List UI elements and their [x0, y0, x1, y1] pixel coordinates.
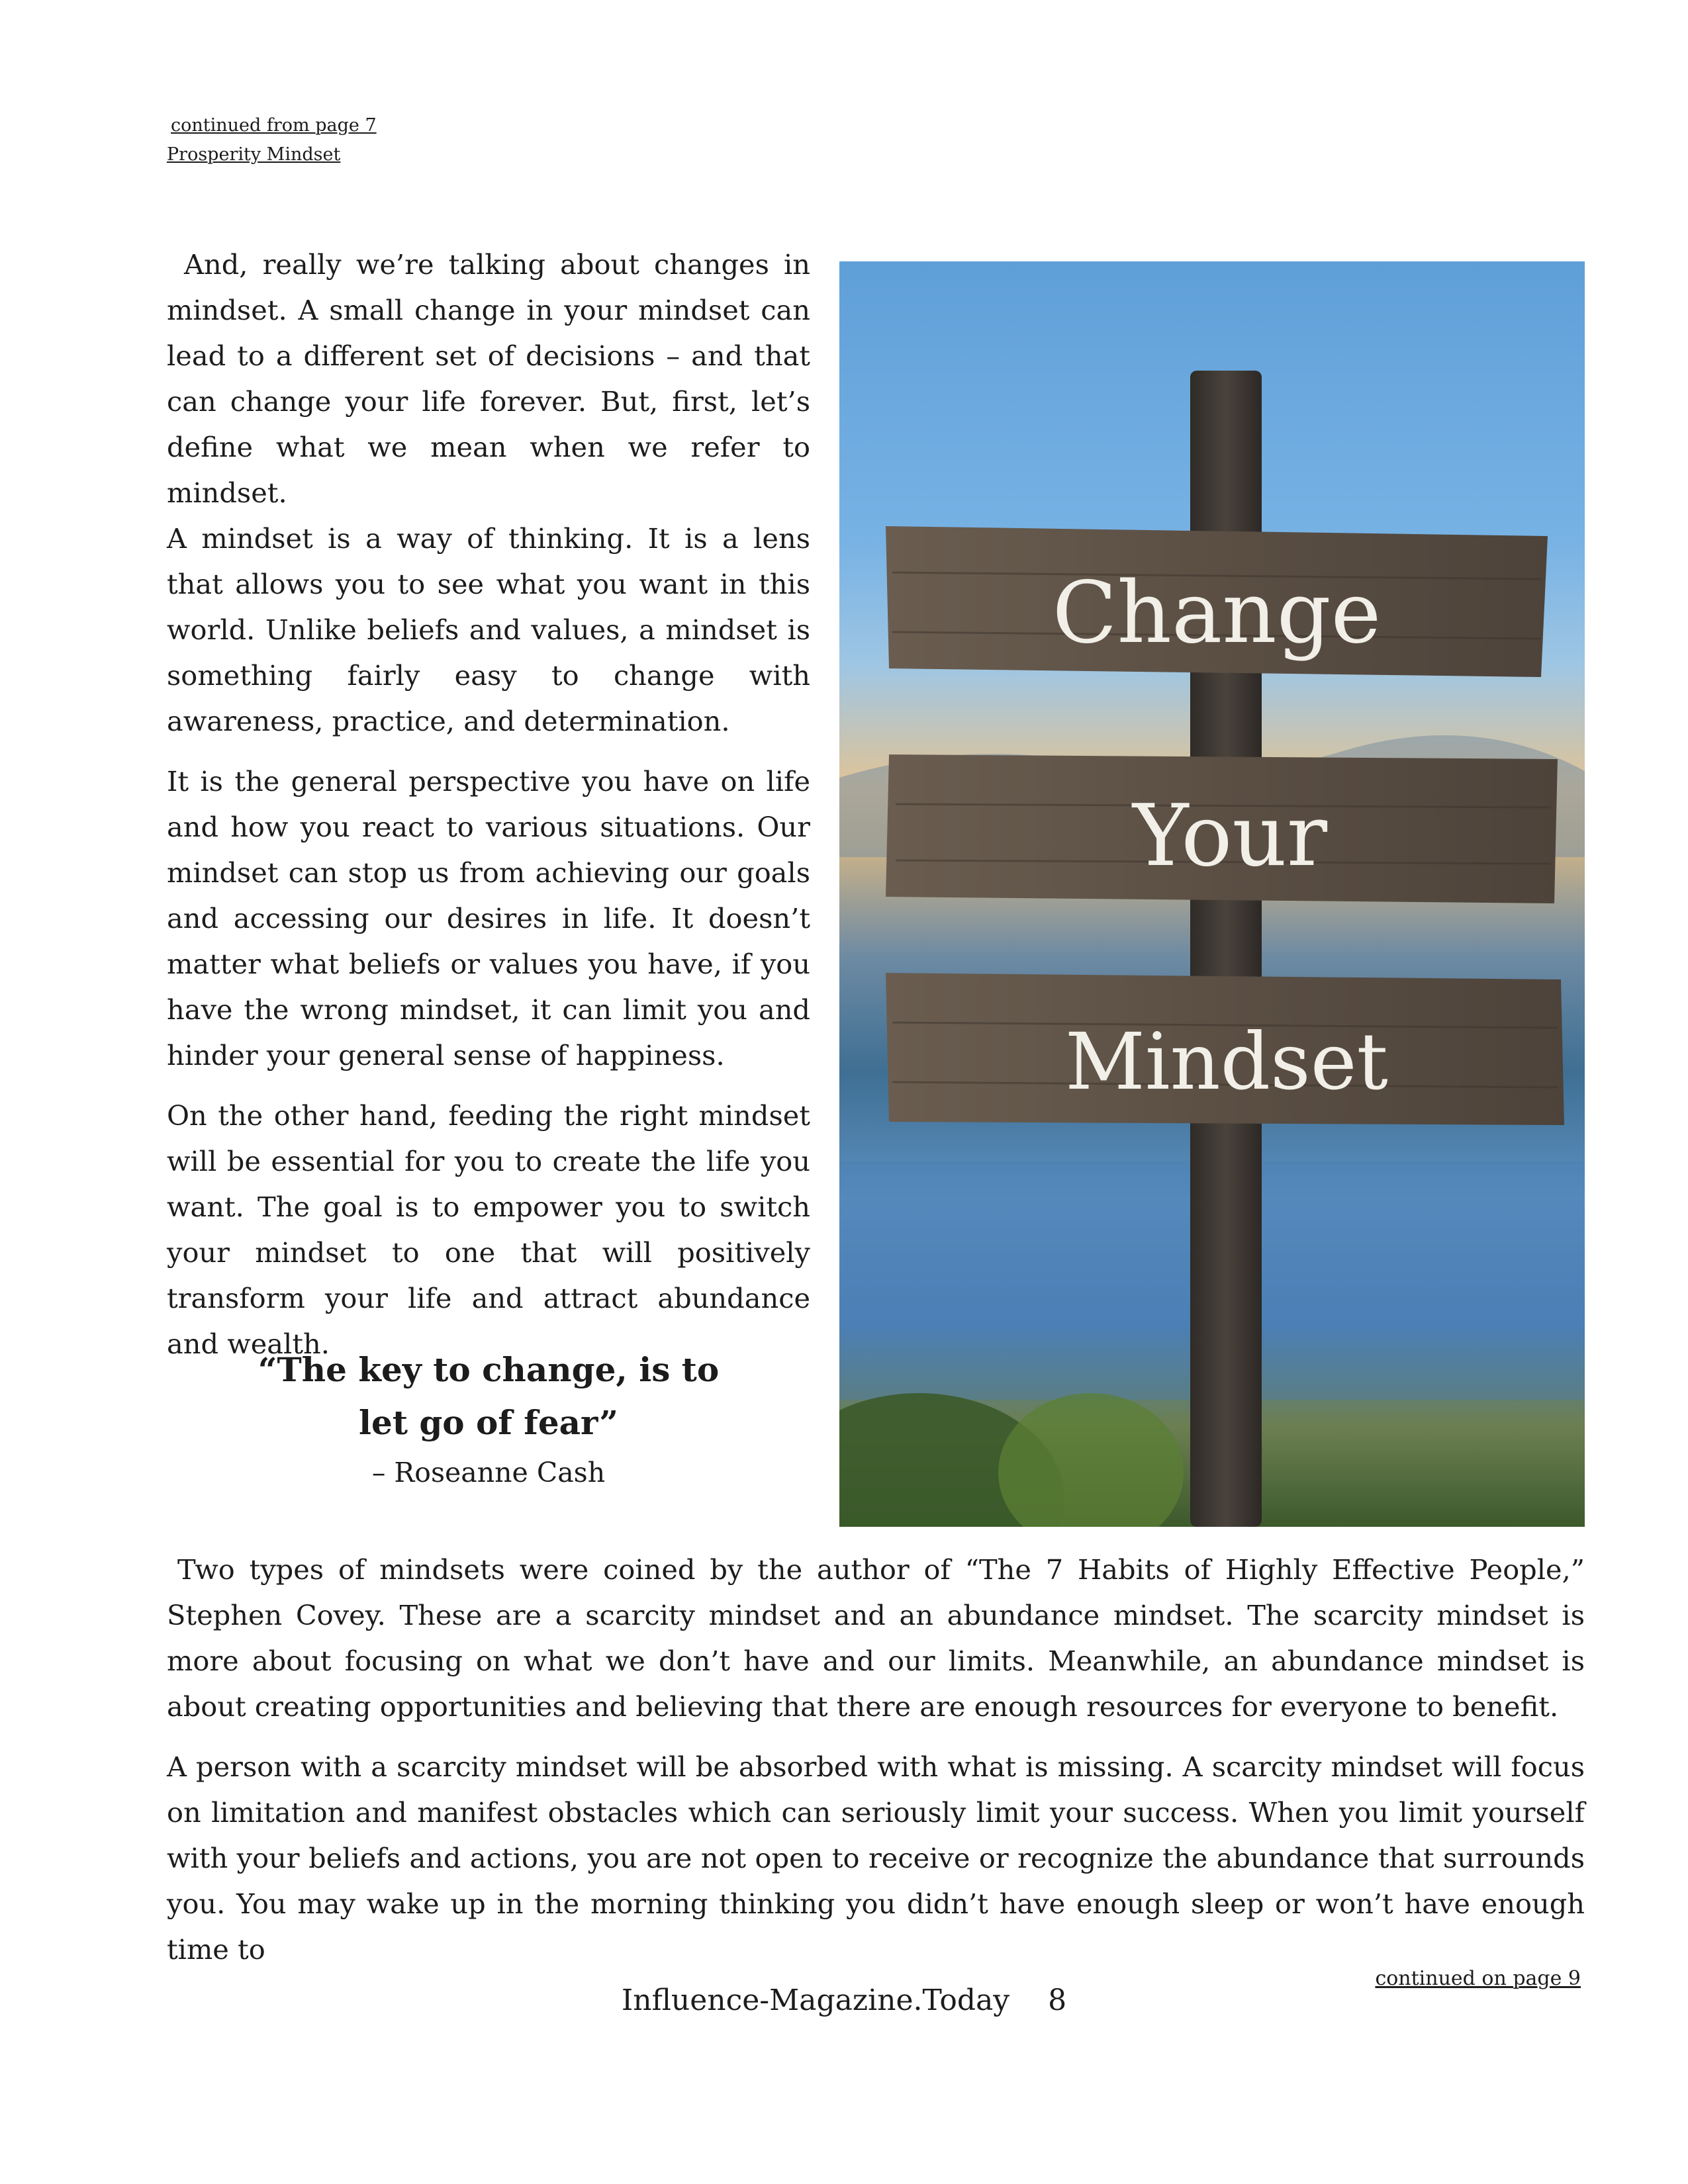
sign-board-1	[886, 526, 1548, 677]
signpost-image	[839, 261, 1585, 1527]
paragraph: And, really we’re talking about changes in mindset. A small change in your mindset can lead to a different set of decisions – and that can change your life forever. But, first, let’s define what we mean when we refer to mindset.	[167, 248, 810, 509]
sign-word-3: Mindset	[1065, 1016, 1388, 1107]
full-width-text	[167, 1547, 1585, 1987]
sign-board-2	[886, 754, 1558, 903]
quote-line-1: “The key to change, is to	[258, 1350, 720, 1389]
sign-word-1: Change	[1052, 564, 1382, 662]
paragraph: A person with a scarcity mindset will be absorbed with what is missing. A scarcity mindset will focus on limitation and manifest obstacles which can seriously limit your success. When you limit yourself with your beliefs and actions, you are not open to receive or recognize the abundance that surrounds you. You may wake up in the morning thinking you didn’t have enough sleep or won’t have enough time to	[167, 1751, 1585, 1966]
page-number: 8	[1048, 1983, 1067, 2017]
pull-quote	[167, 1343, 810, 1496]
foliage-shape	[998, 1393, 1184, 1527]
page-footer	[0, 1981, 1688, 2021]
paragraph: It is the general perspective you have on life and how you react to various situations. Our mindset can stop us from achieving our goals and accessing our desires in life. It doesn’t matter what beliefs or values you have, if you have the wrong mindset, it can limit you and hinder your general sense of happiness.	[167, 765, 810, 1071]
sign-word-2: Your	[1132, 787, 1328, 886]
paragraph: Two types of mindsets were coined by the author of “The 7 Habits of Highly Effective People,” Stephen Covey. These are a scarcity mindset and an abundance mindset. The scarcity mindset is more about focusing on what we don’t have and our limits. Meanwhile, an abundance mindset is about creating opportunities and believing that there are enough resources for everyone to benefit.	[167, 1553, 1585, 1723]
continued-from-link[interactable]: continued from page 7	[171, 115, 377, 136]
header-links	[167, 111, 377, 169]
quote-line-2: let go of fear”	[359, 1403, 618, 1442]
continued-on-link[interactable]: continued on page 9	[1375, 1967, 1581, 1990]
paragraph: On the other hand, feeding the right mindset will be essential for you to create the life you want. The goal is to empower you to switch your mindset to one that will positively transform your life and attract abundance and wealth.	[167, 1099, 810, 1360]
paragraph: A mindset is a way of thinking. It is a lens that allows you to see what you want in this world. Unlike beliefs and values, a mindset is something fairly easy to change with awareness, practice, and determination.	[167, 522, 810, 737]
footer-site-name: Influence-Magazine.Today	[621, 1983, 1010, 2017]
section-link[interactable]: Prosperity Mindset	[167, 144, 341, 165]
left-column-text	[167, 242, 810, 1381]
sign-board-3	[886, 973, 1564, 1125]
quote-attribution: – Roseanne Cash	[371, 1457, 606, 1488]
signpost-illustration	[839, 261, 1585, 1527]
